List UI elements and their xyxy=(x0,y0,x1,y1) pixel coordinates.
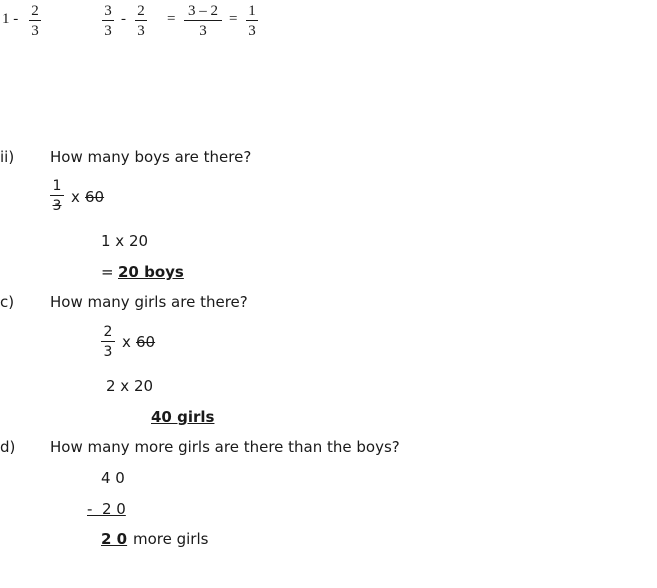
fraction-denominator: 3 xyxy=(52,198,62,214)
minus-sign: - xyxy=(121,11,126,27)
subtraction-bottom-number: - 2 0 xyxy=(87,500,126,518)
fraction-numerator: 3 xyxy=(104,3,112,19)
subtraction-top-number: 4 0 xyxy=(101,469,125,487)
step-multiplication: 1 x 20 xyxy=(101,232,149,250)
one-minus: 1 - xyxy=(2,11,19,27)
answer-difference-text: more girls xyxy=(133,530,209,548)
answer-difference: 2 0 xyxy=(101,530,128,548)
fraction-two-thirds xyxy=(135,3,147,39)
crossed-sixty: 60 xyxy=(136,333,156,351)
fraction-one-third-crossed xyxy=(50,178,64,214)
fraction-bar xyxy=(135,20,147,21)
fraction-denominator: 3 xyxy=(103,344,113,360)
fraction-bar xyxy=(184,20,222,21)
answer-boys: 20 boys xyxy=(118,263,184,281)
fraction-one-third xyxy=(246,3,258,39)
fraction-difference xyxy=(184,3,222,39)
equals-sign: = xyxy=(167,11,176,27)
question-c-text: How many girls are there? xyxy=(50,293,248,311)
fraction-denominator: 3 xyxy=(199,23,207,39)
fraction-denominator: 3 xyxy=(137,23,145,39)
equals-sign: = xyxy=(101,263,114,281)
question-label-c: c) xyxy=(0,293,15,311)
fraction-numerator: 1 xyxy=(248,3,256,19)
fraction-two-thirds xyxy=(101,324,115,360)
step-multiplication: 2 x 20 xyxy=(106,377,154,395)
crossed-sixty: 60 xyxy=(85,188,105,206)
fraction-numerator: 2 xyxy=(137,3,145,19)
question-ii-text: How many boys are there? xyxy=(50,148,252,166)
fraction-bar xyxy=(102,20,114,21)
answer-girls: 40 girls xyxy=(151,408,215,426)
question-d-text: How many more girls are there than the boys? xyxy=(50,438,400,456)
fraction-numerator: 2 xyxy=(31,3,39,19)
fraction-bar xyxy=(101,341,115,342)
question-label-ii: ii) xyxy=(0,148,15,166)
fraction-three-thirds xyxy=(102,3,114,39)
fraction-denominator: 3 xyxy=(248,23,256,39)
fraction-bar xyxy=(29,20,41,21)
fraction-numerator: 3 – 2 xyxy=(188,3,218,19)
times-sign: x xyxy=(122,333,131,351)
fraction-denominator: 3 xyxy=(104,23,112,39)
times-sign: x xyxy=(71,188,80,206)
fraction-bar xyxy=(50,195,64,196)
fraction-denominator: 3 xyxy=(31,23,39,39)
fraction-numerator: 2 xyxy=(103,324,113,340)
question-label-d: d) xyxy=(0,438,16,456)
fraction-numerator: 1 xyxy=(52,178,62,194)
fraction-two-thirds xyxy=(29,3,41,39)
equals-sign: = xyxy=(229,11,238,27)
fraction-bar xyxy=(246,20,258,21)
